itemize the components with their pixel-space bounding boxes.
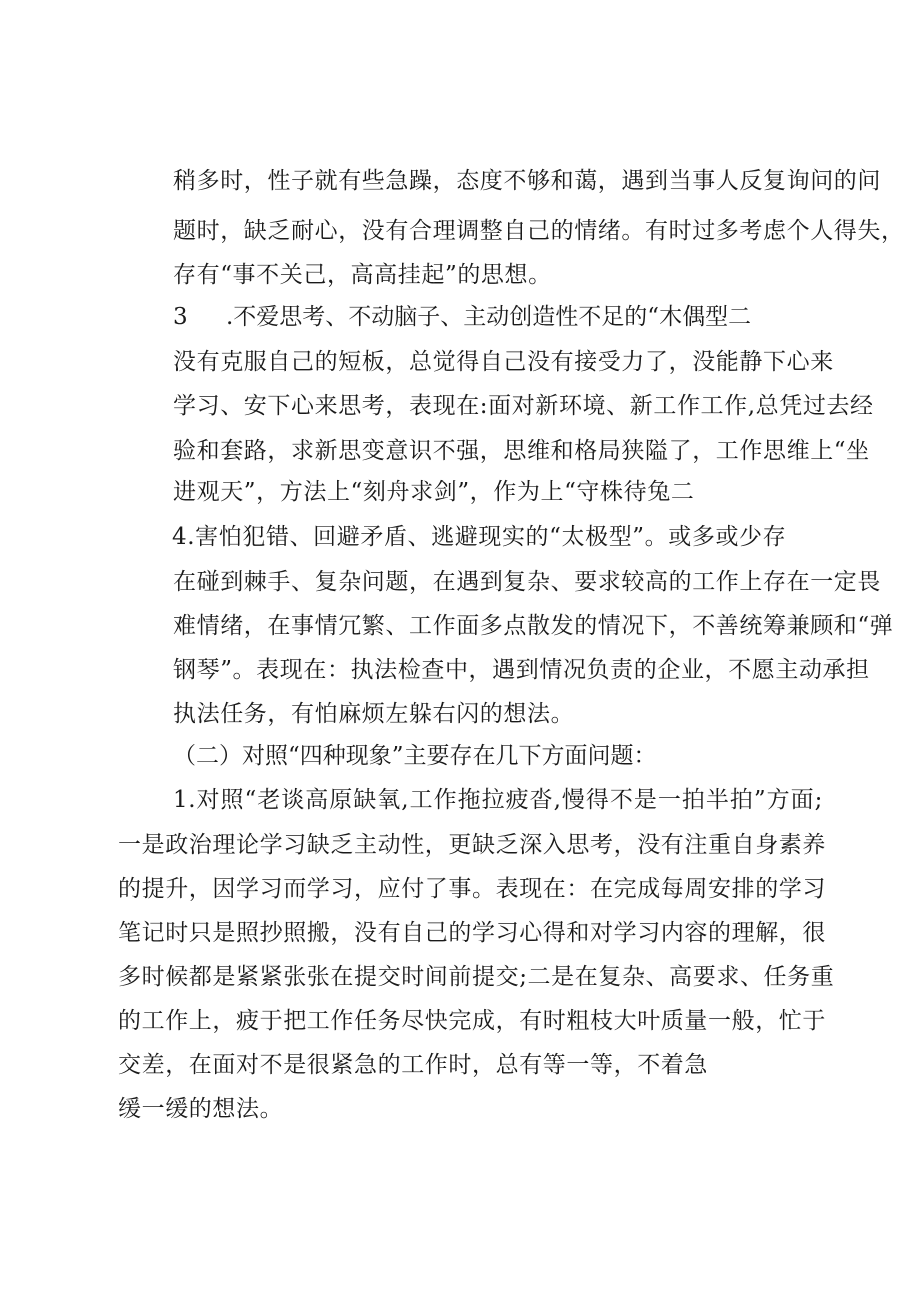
paragraph-line: 缓一缓的想法。 [118, 1096, 284, 1122]
paragraph-line: 题时，缺乏耐心，没有合理调整自己的情绪。有时过多考虑个人得失， [173, 218, 905, 244]
paragraph-line: 4.害怕犯错、回避矛盾、逃避现实的“太极型”。或多或少存 [172, 524, 787, 550]
paragraph-line: 验和套路，求新思变意识不强，思维和格局狭隘了，工作思维上“坐 [173, 438, 870, 464]
paragraph-line: 进观天”，方法上“刻舟求剑”，作为上“守株待兔二 [173, 479, 695, 505]
paragraph-line: 稍多时，性子就有些急躁，态度不够和蔼，遇到当事人反复询问的问 [173, 168, 881, 194]
paragraph-line: 学习、安下心来思考，表现在:面对新环境、新工作工作,总凭过去经 [173, 393, 874, 419]
paragraph-line: 1.对照“老谈高原缺氧,工作拖拉疲沓,慢得不是一拍半拍”方面; [173, 787, 823, 813]
paragraph-line: 多时候都是紧紧张张在提交时间前提交;二是在复杂、高要求、任务重 [118, 964, 835, 990]
paragraph-line: 一是政治理论学习缺乏主动性，更缺乏深入思考，没有注重自身素养 [118, 832, 826, 858]
paragraph-line: 笔记时只是照抄照搬，没有自己的学习心得和对学习内容的理解，很 [118, 920, 826, 946]
paragraph-line: 交差，在面对不是很紧急的工作时，总有等一等，不着急 [118, 1052, 708, 1078]
paragraph-line: 在碰到棘手、复杂问题，在遇到复杂、要求较高的工作上存在一定畏 [173, 569, 881, 595]
paragraph-line: 执法任务，有怕麻烦左躲右闪的想法。 [173, 701, 575, 727]
paragraph-line: 的提升，因学习而学习，应付了事。表现在：在完成每周安排的学习 [118, 876, 826, 902]
paragraph-line: 存有“事不关己，高高挂起”的思想。 [173, 262, 552, 288]
paragraph-line: 钢琴”。表现在：执法检查中，遇到情况负责的企业，不愿主动承担 [173, 657, 870, 683]
paragraph-line: 的工作上，疲于把工作任务尽快完成，有时粗枝大叶质量一般，忙于 [118, 1008, 826, 1034]
list-item-heading: .不爱思考、不动脑子、主动创造性不足的“木偶型二 [226, 304, 752, 330]
paragraph-line: 难情绪，在事情冗繁、工作面多点散发的情况下，不善统筹兼顾和“弹 [173, 613, 894, 639]
list-item-number: 3 [173, 304, 188, 330]
section-heading: （二）对照“四种现象”主要存在几下方面问题： [173, 743, 657, 769]
paragraph-line: 没有克服自己的短板，总觉得自己没有接受力了，没能静下心来 [173, 349, 834, 375]
